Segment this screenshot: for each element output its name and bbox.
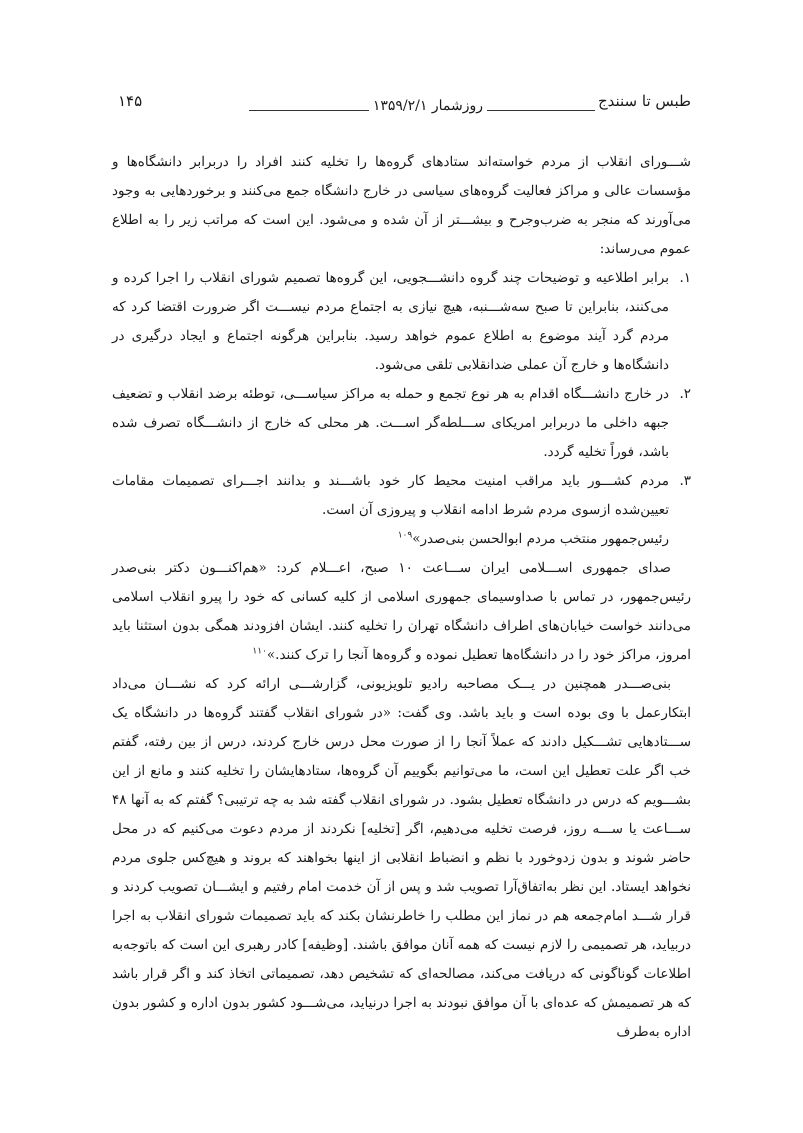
footnote-marker: ۱۰۹: [397, 530, 413, 541]
list-item: [112, 380, 691, 467]
list-item: [112, 264, 691, 380]
list-item-text: در خارج دانشـــگاه اقدام به هر نوع تجمع و حمله به مراکز سیاســـی، توطئه برضد انقلاب و تضعیف جبهه داخلی ما دربرابر امریکای ســـلطه‌گر اســـت. هر محلی که خارج از دانشـــگاه تصرف شده باشد، فوراً تخلیه گردد.: [112, 386, 669, 460]
radio-paragraph-text: صدای جمهوری اســـلامی ایران ســـاعت ۱۰ صبح، اعـــلام کرد: «هم‌اکنـــون دکتر بنی‌صدر رئیس‌جمهور، در تماس با صداوسیمای جمهوری اسلامی از کلیه کسانی که خود را پیرو انقلاب اسلامی می‌دانند خواست خیابان‌های اطراف دانشگاه تهران را تخلیه کنند. ایشان افزودند همگی بدون استثنا باید امروز، مراکز خود را در دانشگاه‌ها تعطیل نموده و گروه‌ها آنجا را ترک کنند.»: [112, 560, 691, 663]
signature-line: [112, 525, 691, 554]
book-title: طبس تا سنندج: [597, 92, 691, 110]
numbered-list: [112, 264, 691, 525]
list-item-number: ۳.: [679, 473, 691, 489]
list-item-number: ۱.: [679, 270, 691, 286]
main-text: [112, 148, 691, 1047]
header-rule-left: [487, 110, 595, 111]
interview-paragraph: بنی‌صـــدر همچنین در یـــک مصاحبه رادیو تلویزیونی، گزارشـــی ارائه کرد که نشـــان می‌داد ابتکارعمل با وی بوده است و باید باشد. وی گفت: «در شورای انقلاب گفتند گروه‌ها در دانشگاه یک ســـتادهایی تشـــکیل دادند که عملاً آنجا را از صورت محل درس خارج کردند، درس از بین رفته، گفتم خب اگر علت تعطیل این است، ما می‌توانیم بگوییم آن گروه‌ها، ستادهایشان را تخلیه کنند و مانع از این بشـــویم که درس در دانشگاه تعطیل بشود. در شورای انقلاب گفته شد به چه ترتیبی؟ گفتم که به آنها ۴۸ ســـاعت یا ســـه روز، فرصت تخلیه می‌دهیم، اگر [تخلیه] نکردند از مردم دعوت می‌کنیم که در محل حاضر شوند و بدون زدوخورد با نظم و انضباط انقلابی از اینها بخواهند که بروند و هیچ‌کس جلوی مردم نخواهد ایستاد. این نظر به‌اتفاق‌آرا تصویب شد و پس از آن خدمت امام رفتیم و ایشـــان تصویب کردند و قرار شـــد امام‌جمعه هم در نماز این مطلب را خاطرنشان بکند که باید تصمیمات شورای انقلاب به اجرا دربیاید، هر تصمیمی را لازم نیست که همه آنان موافق باشند. [وظیفه] کادر رهبری این است که باتوجه‌به اطلاعات گوناگونی که دریافت می‌کند، مصالحه‌ای که تشخیص دهد، تصمیماتی اتخاذ کند و اگر قرار باشد که هر تصمیمش که عده‌ای با آن موافق نبودند به اجرا درنیاید، می‌شـــود کشور بدون اداره و کشور بدون اداره به‌طرف: [112, 676, 691, 1040]
running-header: [118, 88, 691, 118]
radio-paragraph: [112, 554, 691, 670]
footnote-marker: ۱۱۰: [252, 646, 267, 657]
intro-paragraph: شـــورای انقلاب از مردم خواسته‌اند ستادهای گروه‌ها را تخلیه کنند افراد را دربرابر دانشگاه‌ها و مؤسسات عالی و مراکز فعالیت گروه‌های سیاسی در خارج دانشگاه جمع می‌کنند و برخوردهایی به وجود می‌آورند که منجر به ضرب‌وجرح و بیشـــتر از آن شده و می‌شود. این است که مراتب زیر را به اطلاع عموم می‌رساند:: [112, 154, 691, 257]
list-item-number: ۲.: [679, 386, 691, 402]
header-rule-right: [249, 110, 369, 111]
diary-date: روزشمار ۱۳۵۹/۲/۱: [372, 98, 483, 114]
list-item-text: برابر اطلاعیه و توضیحات چند گروه دانشـــجویی، این گروه‌ها تصمیم شورای انقلاب را اجرا کرده و می‌کنند، بنابراین تا صبح سه‌شـــنبه، هیچ نیازی به اجتماع مردم نیســـت اگر ضرورت اقتضا کرد که مردم گرد آیند موضوع به اطلاع عموم خواهد رسید. بنابراین هرگونه اجتماع و ایجاد درگیری در دانشگاه‌ها و خارج آن عملی ضدانقلابی تلقی می‌شود.: [112, 270, 669, 373]
page-number: ۱۴۵: [118, 92, 143, 110]
signature-text: رئیس‌جمهور منتخب مردم ابوالحسن بنی‌صدر»: [412, 531, 669, 547]
list-item: [112, 467, 691, 525]
list-item-text: مردم کشـــور باید مراقب امنیت محیط کار خود باشـــند و بدانند اجـــرای تصمیمات مقامات تعیین‌شده ازسوی مردم شرط ادامه انقلاب و پیروزی آن است.: [112, 473, 669, 518]
